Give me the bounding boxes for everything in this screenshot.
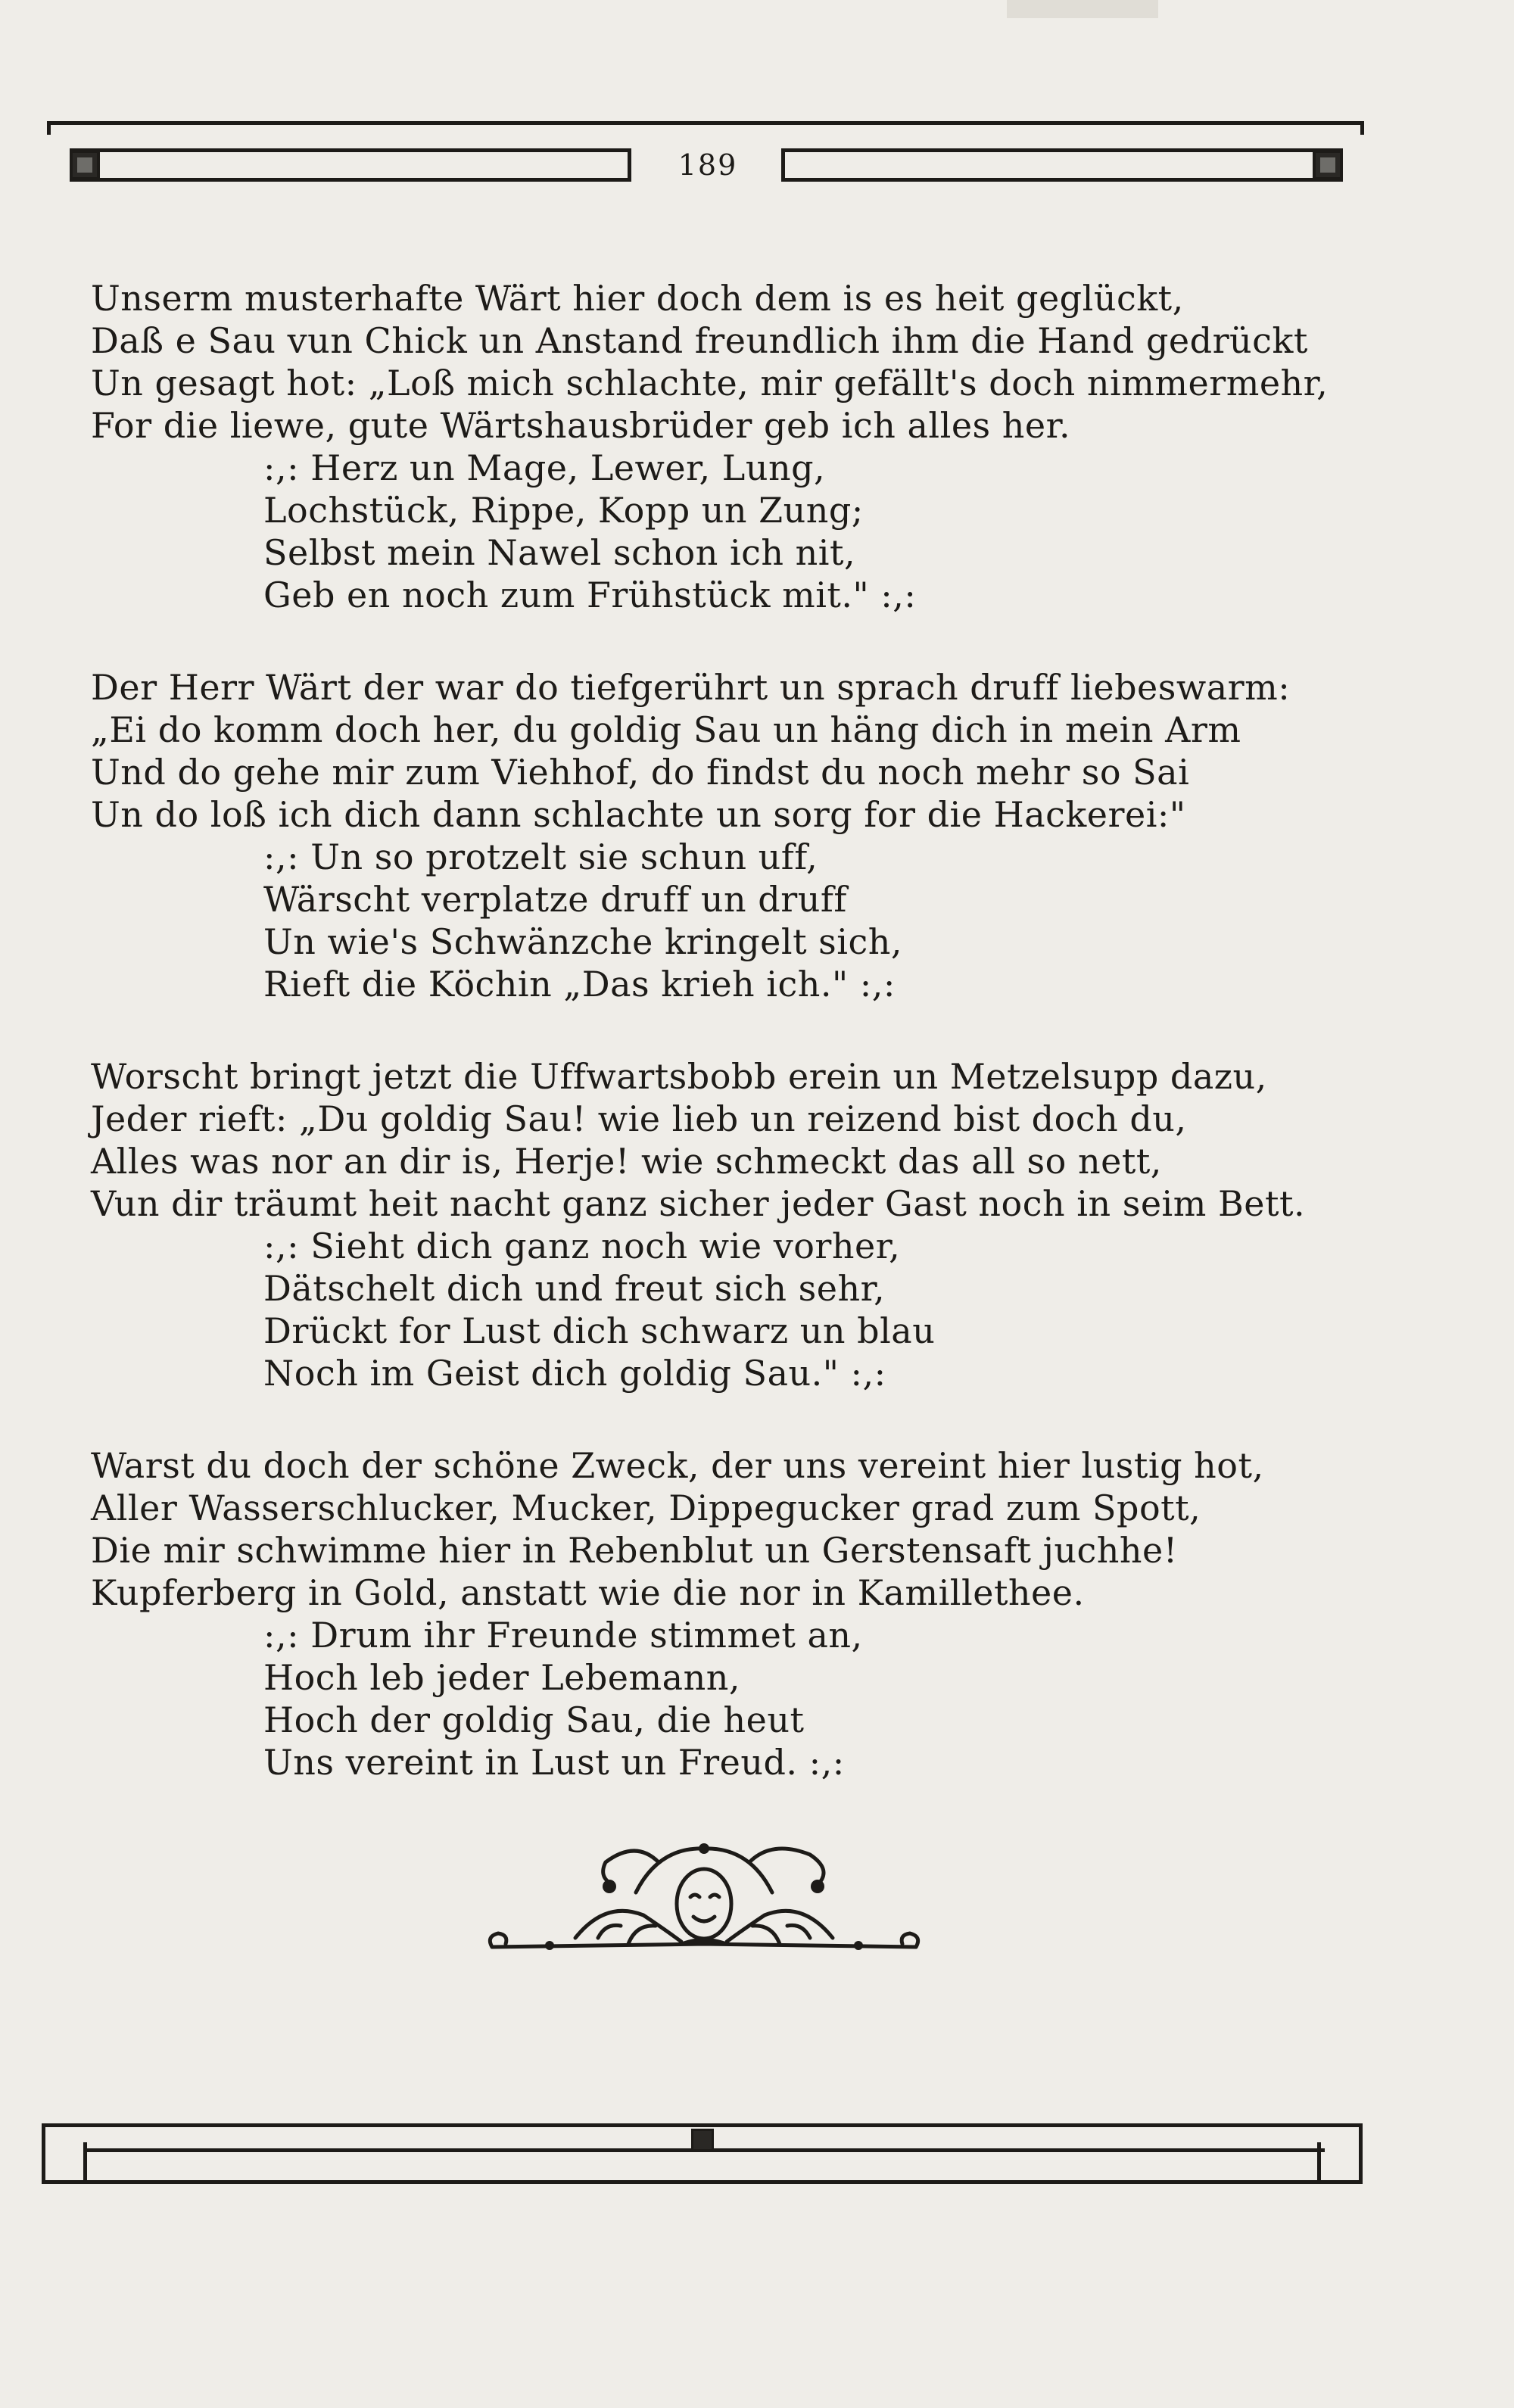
verse-line: Daß e Sau vun Chick un Anstand freundlich ihm die Hand gedrückt — [91, 320, 1308, 361]
poem-body — [91, 277, 1363, 1783]
verse-line: Un gesagt hot: „Loß mich schlachte, mir gefällt's doch nimmermehr, — [91, 363, 1329, 403]
verse-line: Worscht bringt jetzt die Uffwartsbobb erein un Metzelsupp dazu, — [91, 1056, 1267, 1097]
refrain-line: :,: Un so protzelt sie schun uff, — [263, 836, 818, 877]
verse-line: Alles was nor an dir is, Herje! wie schmeckt das all so nett, — [91, 1141, 1162, 1182]
header-corner-block-left — [70, 150, 100, 180]
verse-line: Jeder rieft: „Du goldig Sau! wie lieb un reizend bist doch du, — [91, 1098, 1187, 1139]
refrain-line: :,: Drum ihr Freunde stimmet an, — [263, 1615, 863, 1656]
refrain-line: Rieft die Köchin „Das krieh ich." :,: — [263, 964, 896, 1005]
verse-line: Die mir schwimme hier in Rebenblut un Gerstensaft juchhe! — [91, 1530, 1178, 1571]
verse-line: Und do gehe mir zum Viehhof, do findst du noch mehr so Sai — [91, 752, 1190, 793]
refrain-line: :,: Sieht dich ganz noch wie vorher, — [263, 1226, 901, 1266]
page-edge-stain — [1007, 0, 1158, 18]
jester-vignette — [484, 1832, 924, 2014]
verse-line: Unserm musterhafte Wärt hier doch dem is es heit geglückt, — [91, 278, 1184, 319]
refrain-line: :,: Herz un Mage, Lewer, Lung, — [263, 447, 826, 488]
refrain-line: Noch im Geist dich goldig Sau." :,: — [263, 1353, 886, 1394]
refrain-line: Lochstück, Rippe, Kopp un Zung; — [263, 490, 864, 531]
refrain-line: Uns vereint in Lust un Freud. :,: — [263, 1742, 845, 1783]
stanza — [91, 1444, 1363, 1783]
verse-line: Warst du doch der schöne Zweck, der uns vereint hier lustig hot, — [91, 1445, 1264, 1486]
refrain-line: Hoch der goldig Sau, die heut — [263, 1699, 805, 1740]
verse-line: Kupferberg in Gold, anstatt wie die nor in Kamillethee. — [91, 1572, 1085, 1613]
header-rule — [47, 121, 1364, 135]
header-corner-block-right — [1313, 150, 1343, 180]
refrain-line: Un wie's Schwänzche kringelt sich, — [263, 921, 903, 962]
verse-line: „Ei do komm doch her, du goldig Sau un häng dich in mein Arm — [91, 709, 1241, 750]
refrain-line: Wärscht verplatze druff un druff — [263, 879, 847, 920]
refrain-line: Dätschelt dich und freut sich sehr, — [263, 1268, 886, 1309]
stanza — [91, 1055, 1363, 1394]
verse-line: Un do loß ich dich dann schlachte un sorg for die Hackerei:" — [91, 794, 1186, 835]
verse-line: Der Herr Wärt der war do tiefgerührt un sprach druff liebeswarm: — [91, 667, 1291, 708]
refrain-line: Selbst mein Nawel schon ich nit, — [263, 532, 856, 573]
stanza — [91, 277, 1363, 616]
footer-center-square — [691, 2129, 714, 2151]
verse-line: Aller Wasserschlucker, Mucker, Dippegucker grad zum Spott, — [91, 1487, 1201, 1528]
verse-line: For die liewe, gute Wärtshausbrüder geb ich alles her. — [91, 405, 1071, 446]
refrain-line: Drückt for Lust dich schwarz un blau — [263, 1310, 936, 1351]
refrain-line: Hoch leb jeder Lebemann, — [263, 1657, 740, 1698]
verse-line: Vun dir träumt heit nacht ganz sicher jeder Gast noch in seim Bett. — [91, 1183, 1306, 1224]
header-bar-right — [781, 148, 1343, 182]
stanza — [91, 666, 1363, 1005]
header-bar-left — [70, 148, 631, 182]
refrain-line: Geb en noch zum Frühstück mit." :,: — [263, 575, 917, 615]
page-number: 189 — [678, 148, 738, 182]
